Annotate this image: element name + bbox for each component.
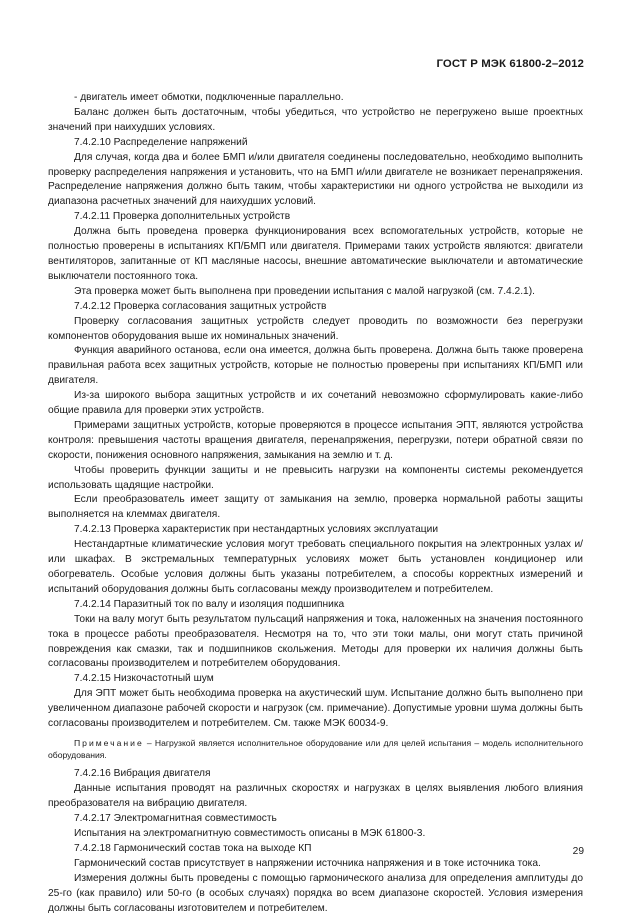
section-heading: 7.4.2.14 Паразитный ток по валу и изоляция подшипника [74,598,345,610]
paragraph: Гармонический состав присутствует в напряжении источника напряжения и в токе источника тока. [74,857,541,869]
section-heading: 7.4.2.13 Проверка характеристик при нестандартных условиях эксплуатации [74,524,439,536]
page-number: 29 [572,846,584,857]
paragraph: - двигатель имеет обмотки, подключенные параллельно. [74,92,344,103]
paragraph: Функция аварийного останова, если она имеется, должна быть проверена. Должна быть также проверена правильная работа всех защитных устройств, которые не полностью проверены при испытаниях КП/БМП или двигателя. [48,345,583,387]
paragraph: Примерами защитных устройств, которые проверяются в процессе испытания ЭПТ, являются устройства контроля: превышения частоты вращения двигателя, перенапряжения, перегрузки, потери обратной связи по скорости, понижения основного напряжения, замыкания на землю и т. д. [48,419,583,461]
section-heading: 7.4.2.18 Гармонический состав тока на выходе КП [74,842,312,854]
paragraph: Токи на валу могут быть результатом пульсаций напряжения и тока, наложенных на значения постоянного тока в процессе работы преобразователя. Несмотря на то, что эти токи малы, они могут стать причиной повреждения как смазки, так и подшипников скольжения. Методы для проверки их наличия должны быть согласованы производителем и потребителем оборудования. [48,613,583,670]
paragraph: Чтобы проверить функции защиты и не превысить нагрузки на компоненты системы рекомендуется использовать щадящие настройки. [48,464,583,491]
note-text: – Нагрузкой является исполнительное оборудование или для целей испытания – модель исполнительного оборудования. [48,737,583,761]
paragraph: Для случая, когда два и более БМП и/или двигателя соединены последовательно, необходимо выполнить проверку распределения напряжения и установить, что на БМП и/или двигателе не возникает перенапряжения. Распределение напряжения должно быть таким, чтобы характеристики ни одного устройства не выходили из диапазона расчетных значений для наихудших условий. [48,151,583,208]
paragraph: Для ЭПТ может быть необходима проверка на акустический шум. Испытание должно быть выполнено при увеличенном диапазоне рабочей скорости и нагрузок (см. примечание). Допустимые уровни шума должны быть согласованы производителем и потребителем. См. также МЭК 60034-9. [48,688,583,730]
paragraph: Если преобразователь имеет защиту от замыкания на землю, проверка нормальной работы защиты выполняется на клеммах двигателя. [48,494,583,521]
note-label: Примечание [74,737,144,748]
section-heading: 7.4.2.17 Электромагнитная совместимость [74,813,277,825]
paragraph: Должна быть проведена проверка функционирования всех вспомогательных устройств, которые не полностью проверены в испытаниях КП/БМП или двигателя. Примерами таких устройств являются: двигатели вентиляторов, запитанные от КП масляные насосы, внешние автоматические выключатели и автоматические выключатели постоянного тока. [48,226,583,282]
paragraph: Баланс должен быть достаточным, чтобы убедиться, что устройство не перегружено выше проектных значений при наихудших условиях. [48,106,583,133]
paragraph: Эта проверка может быть выполнена при проведении испытания с малой нагрузкой (см. 7.4.2.1). [74,285,535,297]
paragraph: Из-за широкого выбора защитных устройств и их сочетаний невозможно сформулировать какие-либо общие правила для проверки этих устройств. [48,390,583,417]
page-header-standard: ГОСТ Р МЭК 61800-2–2012 [436,58,584,70]
section-heading: 7.4.2.11 Проверка дополнительных устройств [74,211,291,223]
section-heading: 7.4.2.15 Низкочастотный шум [74,673,214,685]
note [48,737,583,761]
paragraph: Нестандартные климатические условия могут требовать специального покрытия на электронных узлах и/или шкафах. В экстремальных температурных условиях может быть установлен кондиционер или обогреватель. Особые условия должны быть указаны потребителем, а способы корректных измерений и испытаний оборудования должны быть согласованы между производителем и потребителем. [48,539,583,595]
paragraph: Данные испытания проводят на различных скоростях и нагрузках в целях выявления любого влияния преобразователя на вибрацию двигателя. [48,783,583,810]
section-heading: 7.4.2.12 Проверка согласования защитных устройств [74,300,327,312]
document-body [48,91,583,916]
paragraph: Испытания на электромагнитную совместимость описаны в МЭК 61800-3. [74,828,426,839]
paragraph: Проверку согласования защитных устройств следует проводить по возможности без перегрузки компонентов оборудования выше их номинальных значений. [48,315,583,342]
section-heading: 7.4.2.10 Распределение напряжений [74,136,248,148]
section-heading: 7.4.2.16 Вибрация двигателя [74,768,211,780]
paragraph: Измерения должны быть проведены с помощью гармонического анализа для определения амплитуды до 25-го (как правило) или 50-го (в особых случаях) порядка во всем диапазоне скоростей. Условия измерения должны быть согласованы изготовителем и потребителем. [48,872,583,914]
